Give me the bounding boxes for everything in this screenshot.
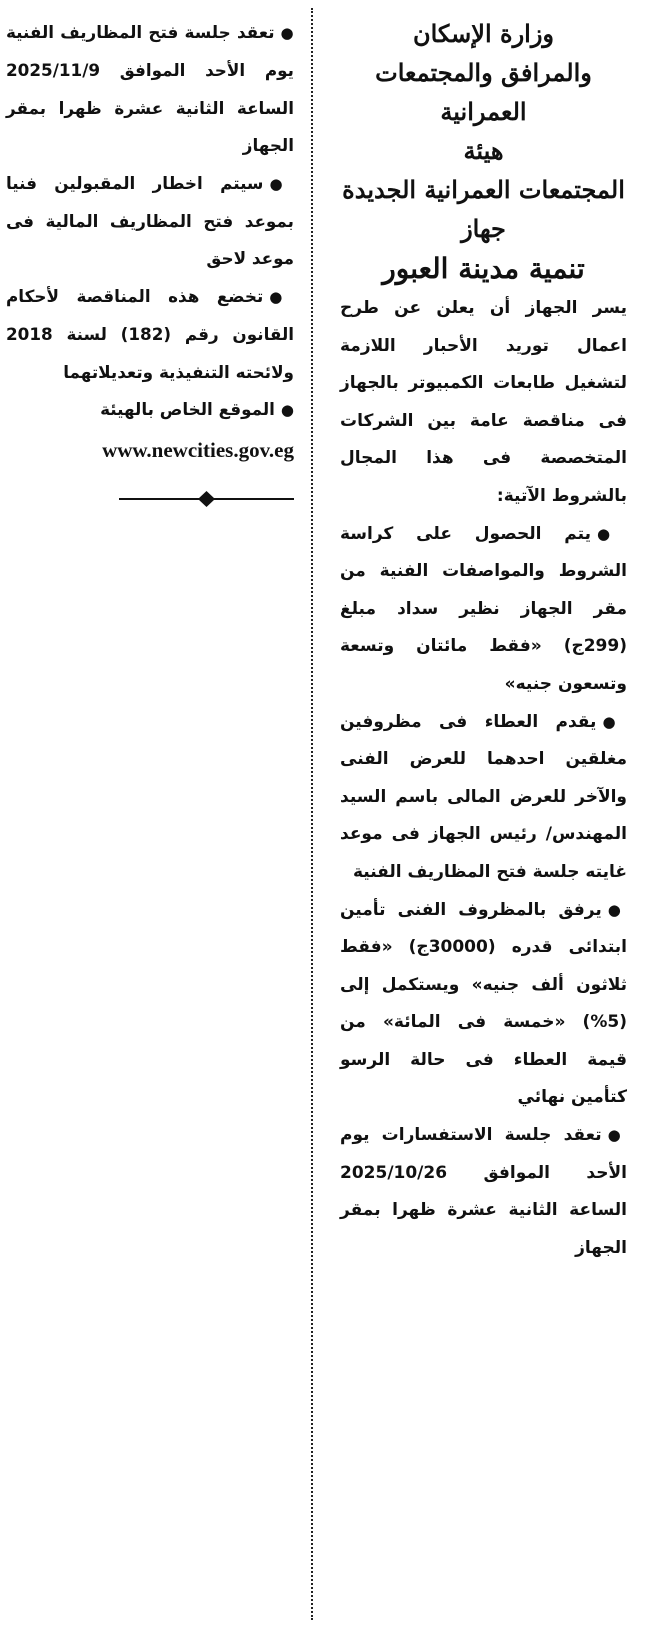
intro-paragraph: يسر الجهاز أن يعلن عن طرح اعمال توريد الأحبار اللازمة لتشغيل طابعات الكمبيوتر بالجهاز فى مناقصة عامة بين الشركات المتخصصة فى هذا المجال بالشروط الآتية: <box>340 298 627 506</box>
condition-text: تعقد جلسة فتح المظاريف الفنية يوم الأحد الموافق 2025/11/9 الساعة الثانية عشرة ظهرا بمقر الجهاز <box>6 22 294 156</box>
bullet-icon: ● <box>602 712 627 731</box>
condition-text: تعقد جلسة الاستفسارات يوم الأحد الموافق 2025/10/26 الساعة الثانية عشرة ظهرا بمقر الجهاز <box>340 1125 627 1258</box>
agency-title-2: تنمية مدينة العبور <box>382 252 585 285</box>
right-column <box>340 14 627 1267</box>
condition-text: يقدم العطاء فى مظروفين مغلقين احدهما للعرض الفنى والآخر للعرض المالى باسم السيد المهندس/ رئيس الجهاز فى موعد غايته جلسة فتح المظاريف الفنية <box>340 711 627 882</box>
column-divider <box>311 8 313 1620</box>
condition-text: تخضع هذه المناقصة لأحكام القانون رقم (182) لسنة 2018 ولائحته التنفيذية وتعديلاتهما <box>6 285 294 382</box>
bullet-icon: ● <box>607 900 627 919</box>
bullet-icon: ● <box>280 401 294 420</box>
authority-title-1: هيئة <box>463 136 504 165</box>
condition-item <box>6 165 294 278</box>
left-column <box>6 14 294 507</box>
condition-item <box>6 278 294 391</box>
website-link[interactable]: www.newcities.gov.eg <box>102 438 294 463</box>
condition-text: يتم الحصول على كراسة الشروط والمواصفات الفنية من مقر الجهاز نظير سداد مبلغ (299ج) «فقط مائتان وتسعة وتسعون جنيه» <box>340 523 627 694</box>
diamond-ornament-icon <box>119 491 294 507</box>
bullet-icon: ● <box>269 287 294 306</box>
condition-item <box>340 516 627 704</box>
bullet-icon: ● <box>596 524 627 543</box>
condition-text: يرفق بالمظروف الفنى تأمين ابتدائى قدره (30000ج) «فقط ثلاثون ألف جنيه» ويستكمل إلى (5%) «خمسة فى المائة» من قيمة العطاء فى حالة الرسو كتأمين نهائي <box>340 899 627 1108</box>
bullet-icon: ● <box>269 174 294 193</box>
agency-title-1: جهاز <box>461 214 506 243</box>
condition-item <box>340 1117 627 1267</box>
condition-item <box>340 704 627 892</box>
condition-item <box>6 14 294 165</box>
condition-item <box>6 391 294 429</box>
ministry-title-1: وزارة الإسكان <box>412 19 555 48</box>
bullet-icon: ● <box>607 1126 627 1145</box>
condition-text: الموقع الخاص بالهيئة <box>100 399 275 420</box>
authority-title-2: المجتمعات العمرانية الجديدة <box>342 175 625 204</box>
ministry-title-2: والمرافق والمجتمعات العمرانية <box>375 58 592 126</box>
bullet-icon: ● <box>280 24 294 42</box>
condition-item <box>340 892 627 1118</box>
condition-text: سيتم اخطار المقبولين فنيا بموعد فتح المظاريف المالية فى موعد لاحق <box>6 172 294 269</box>
